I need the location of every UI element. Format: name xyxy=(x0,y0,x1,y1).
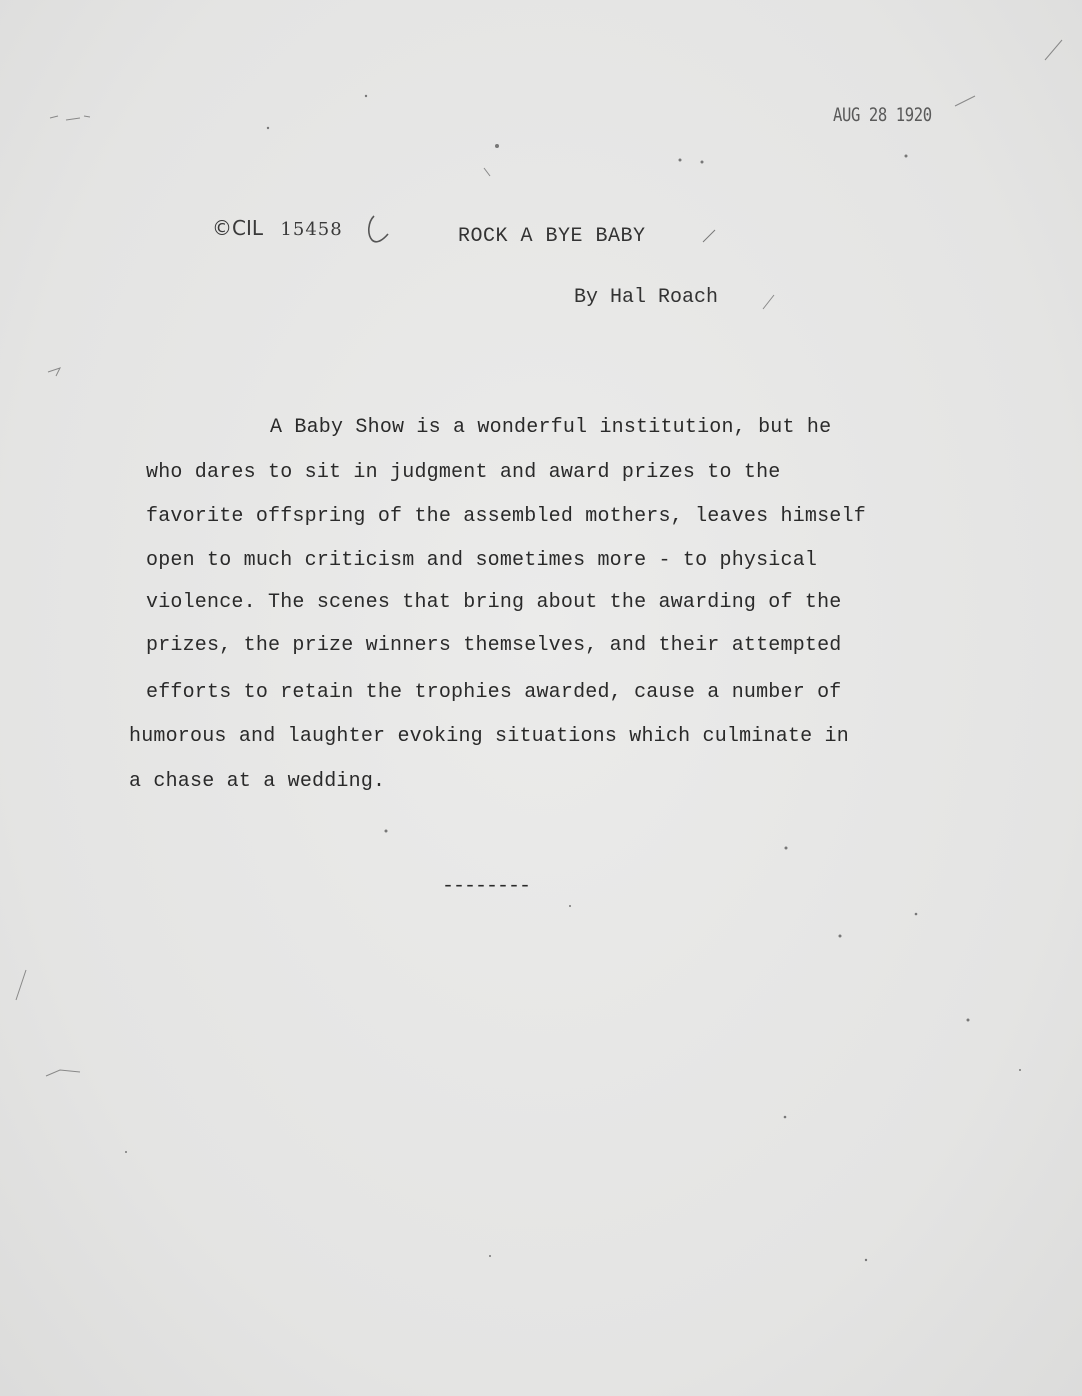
pencil-tick-mark xyxy=(700,226,720,246)
copyright-registration xyxy=(212,216,343,241)
synopsis-line: open to much criticism and sometimes more - to physical xyxy=(146,549,818,572)
synopsis-line: favorite offspring of the assembled mothers, leaves himself xyxy=(146,505,866,528)
synopsis-line: A Baby Show is a wonderful institution, but he xyxy=(270,416,832,439)
synopsis-line: efforts to retain the trophies awarded, cause a number of xyxy=(146,681,842,704)
handwritten-check-mark xyxy=(364,212,394,246)
pencil-tick-mark xyxy=(760,292,780,312)
document-title: ROCK A BYE BABY xyxy=(458,225,646,248)
received-date-stamp: AUG 28 1920 xyxy=(833,104,932,126)
author-byline: By Hal Roach xyxy=(574,286,719,309)
registration-number: 15458 xyxy=(280,219,343,240)
end-separator: -------- xyxy=(442,875,531,898)
synopsis-line: a chase at a wedding. xyxy=(129,770,386,793)
synopsis-line: violence. The scenes that bring about the awarding of the xyxy=(146,591,842,614)
copyright-class-mark: ©CIL xyxy=(212,216,264,240)
synopsis-line: prizes, the prize winners themselves, and their attempted xyxy=(146,634,842,657)
synopsis-line: humorous and laughter evoking situations which culminate in xyxy=(129,725,849,748)
synopsis-line: who dares to sit in judgment and award prizes to the xyxy=(146,461,781,484)
